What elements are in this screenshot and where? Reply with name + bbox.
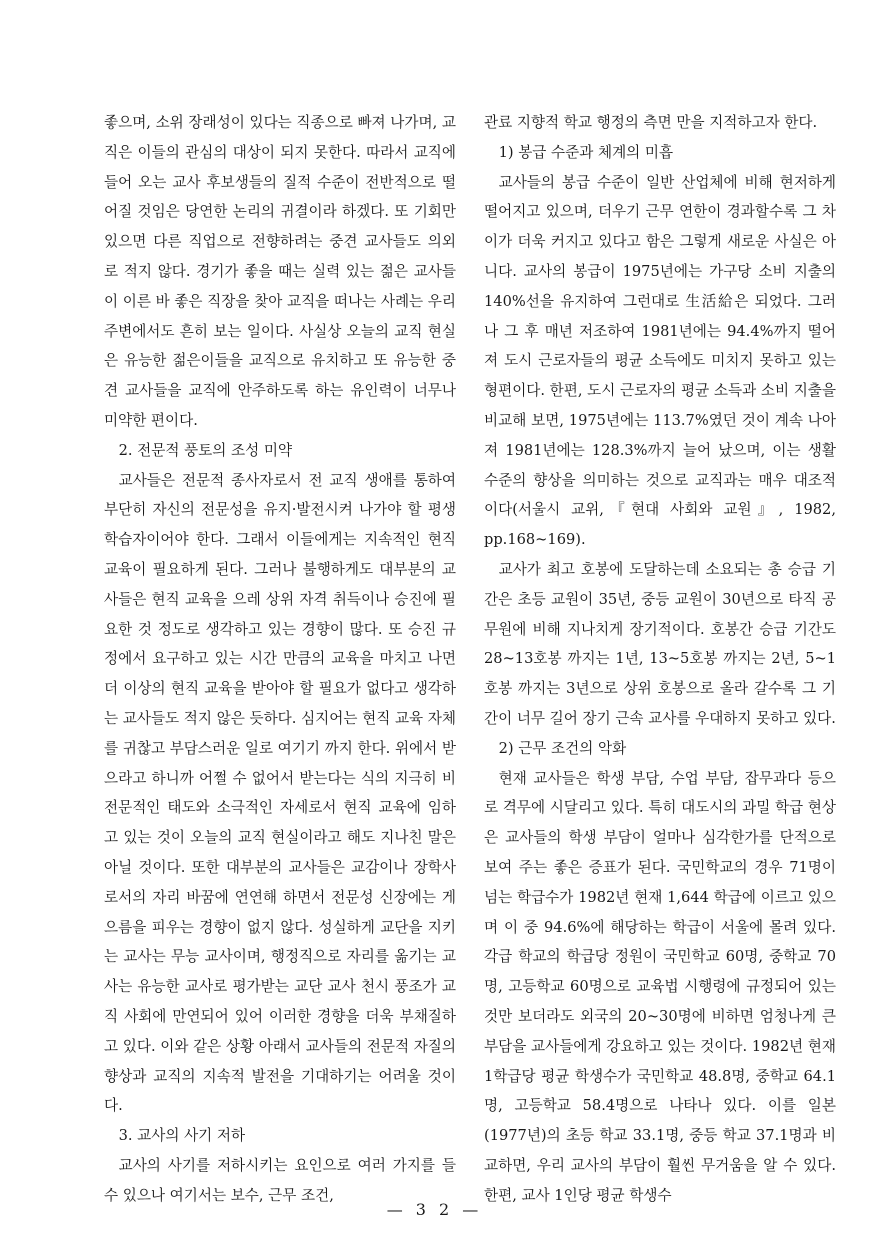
subsection-heading-1: 1) 봉급 수준과 체계의 미흡 bbox=[498, 143, 674, 161]
subsection-heading-2: 2) 근무 조건의 악화 bbox=[498, 739, 627, 757]
left-paragraph-2: 교사들은 전문적 종사자로서 전 교직 생애를 통하여 부단히 자신의 전문성을 유지·발전시켜 나가야 할 평생 학습자이어야 한다. 그래서 이들에게는 지속적인 현직 교육이 필요하게 된다. 그러나 불행하게도 대부분의 교사들은 현직 교육을 으레 상위 자격 취득이나 승진에 필요한 것 정도로 생각하고 있는 경향이 많다. 또 승진 규정에서 요구하고 있는 시간 만큼의 교육을 마치고 나면 더 이상의 현직 교육을 받아야 할 필요가 없다고 생각하는 교사들도 적지 않은 듯하다. 심지어는 현직 교육 자체를 귀찮고 부담스러운 일로 여기기 까지 한다. 위에서 받으라고 하니까 어쩔 수 없어서 받는다는 식의 지극히 비전문적인 태도와 소극적인 자세로서 현직 교육에 임하고 있는 것이 오늘의 교직 현실이라고 해도 지나친 말은 아닐 것이다. 또한 대부분의 교사들은 교감이나 장학사로서의 자리 바꿈에 연연해 하면서 전문성 신장에는 게으름을 피우는 경향이 없지 않다. 성실하게 교단을 지키는 교사는 무능 교사이며, 행정직으로 자리를 옮기는 교사는 유능한 교사로 평가받는 교단 교사 천시 풍조가 교직 사회에 만연되어 있어 이러한 경향을 더욱 부채질하고 있다. 이와 같은 상황 아래서 교사들의 전문적 자질의 향상과 교직의 지속적 발전을 기대하기는 어려울 것이다. bbox=[104, 471, 456, 1115]
right-paragraph-3: 교사가 최고 호봉에 도달하는데 소요되는 총 승급 기간은 초등 교원이 35년, 중등 교원이 30년으로 타직 공무원에 비해 지나치게 장기적이다. 호봉간 승급 기간도 28~13호봉 까지는 1년, 13~5호봉 까지는 2년, 5~1호봉 까지는 3년으로 상위 호봉으로 올라 갈수록 그 기간이 너무 길어 장기 근속 교사를 우대하지 못하고 있다. bbox=[484, 560, 836, 727]
right-paragraph-2: 교사들의 봉급 수준이 일반 산업체에 비해 현저하게 떨어지고 있으며, 더우기 근무 연한이 경과할수록 그 차이가 더욱 커지고 있다고 함은 그렇게 새로운 사실은 아니다. 교사의 봉급이 1975년에는 가구당 소비 지출의 140%선을 유지하여 그런대로 生活給은 되었다. 그러나 그 후 매년 저조하여 1981년에는 94.4%까지 떨어져 도시 근로자들의 평균 소득에도 미치지 못하고 있는 형편이다. 한편, 도시 근로자의 평균 소득과 소비 지출을 비교해 보면, 1975년에는 113.7%였던 것이 계속 나아져 1981년에는 128.3%까지 늘어 났으며, 이는 생활 수준의 향상을 의미하는 것으로 교직과는 매우 대조적이다(서울시 교위,『현대 사회와 교원』, 1982, pp.168~169). bbox=[484, 173, 836, 549]
section-heading-2: 2. 전문적 풍토의 조성 미약 bbox=[118, 441, 293, 459]
right-paragraph-4: 현재 교사들은 학생 부담, 수업 부담, 잡무과다 등으로 격무에 시달리고 있다. 특히 대도시의 과밀 학급 현상은 교사들의 학생 부담이 얼마나 심각한가를 단적으로 보여 주는 좋은 증표가 된다. 국민학교의 경우 71명이 넘는 학급수가 1982년 현재 1,644 학급에 이르고 있으며 이 중 94.6%에 해당하는 학급이 서울에 몰려 있다. 각급 학교의 학급당 정원이 국민학교 60명, 중학교 70명, 고등학교 60명으로 교육법 시행령에 규정되어 있는 것만 보더라도 외국의 20~30명에 비하면 엄청나게 큰 부담을 교사들에게 강요하고 있는 것이다. 1982년 현재 1학급당 평균 학생수가 국민학교 48.8명, 중학교 64.1명, 고등학교 58.4명으로 나타나 있다. 이를 일본(1977년)의 초등 학교 33.1명, 중등 학교 37.1명과 비교하면, 우리 교사의 부담이 훨씬 무거움을 알 수 있다. 한편, 교사 1인당 평균 학생수 bbox=[484, 769, 836, 1204]
left-paragraph-1: 좋으며, 소위 장래성이 있다는 직종으로 빠져 나가며, 교직은 이들의 관심의 대상이 되지 못한다. 따라서 교직에 들어 오는 교사 후보생들의 질적 수준이 전반적으로 떨어질 것임은 당연한 논리의 귀결이라 하겠다. 또 기회만 있으면 다른 직업으로 전향하려는 중견 교사들도 의외로 적지 않다. 경기가 좋을 때는 실력 있는 젊은 교사들이 이른 바 좋은 직장을 찾아 교직을 떠나는 사례는 우리 주변에서도 흔히 보는 일이다. 사실상 오늘의 교직 현실은 유능한 젊은이들을 교직으로 유치하고 또 유능한 중견 교사들을 교직에 안주하도록 하는 유인력이 너무나 미약한 편이다. bbox=[104, 114, 456, 429]
left-column bbox=[104, 108, 456, 1210]
right-paragraph-1: 관료 지향적 학교 행정의 측면 만을 지적하고자 한다. bbox=[484, 114, 818, 131]
section-heading-3: 3. 교사의 사기 저하 bbox=[118, 1127, 246, 1145]
left-paragraph-3: 교사의 사기를 저하시키는 요인으로 여러 가지를 들 수 있으나 여기서는 보수, 근무 조건, bbox=[104, 1156, 456, 1204]
page-number: — 3 2 — bbox=[386, 1200, 483, 1219]
right-column bbox=[484, 108, 836, 1210]
